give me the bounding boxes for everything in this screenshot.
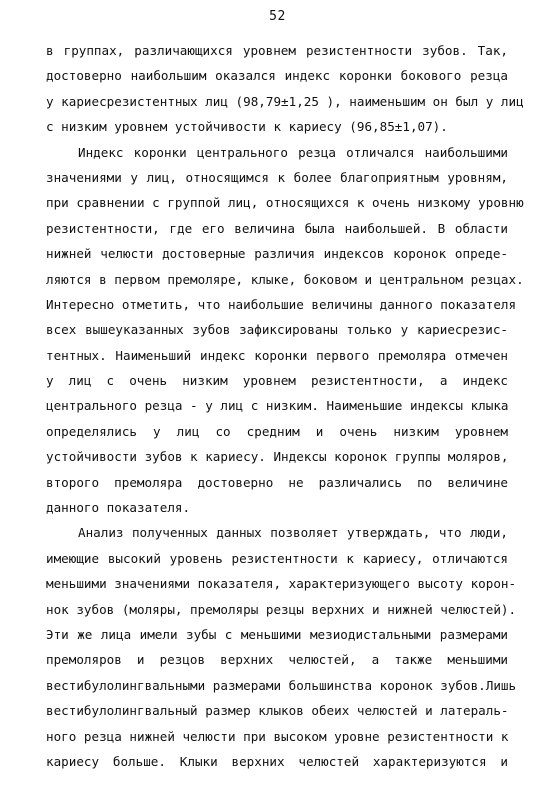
text-line: резистентности, где его величина была наибольшей. В области xyxy=(46,220,508,236)
text-line: у лиц с очень низким уровнем резистентности, а индекс xyxy=(46,373,508,389)
text-line: Эти же лица имели зубы с меньшими мезиодистальными размерами xyxy=(46,626,508,642)
text-line: у кариесрезистентных лиц (98,79±1,25 ), наименьшим он был у лиц xyxy=(46,93,524,109)
text-line: нок зубов (моляры, премоляры резцы верхних и нижней челюстей). xyxy=(46,601,517,617)
text-line: устойчивости зубов к кариесу. Индексы коронок группы моляров, xyxy=(46,449,509,465)
text-line: в группах, различающихся уровнем резистентности зубов. Так, xyxy=(46,43,508,58)
text-line: ного резца нижней челюсти при высоком уровне резистентности к xyxy=(46,728,509,744)
text-line: имеющие высокий уровень резистентности к кариесу, отличаются xyxy=(46,550,508,566)
text-line: определялись у лиц со средним и очень низким уровнем xyxy=(46,423,508,439)
text-line: вестибулолингвальный размер клыков обеих челюстей и латераль- xyxy=(46,703,509,719)
text-line: всех вышеуказанных зубов зафиксированы только у кариесрезис- xyxy=(46,322,508,338)
text-line: тентных. Наименьший индекс коронки первого премоляра отмечен xyxy=(46,347,508,363)
text-line: вестибулолингвальными размерами большинства коронок зубов.Лишь xyxy=(46,677,517,693)
text-line: второго премоляра достоверно не различались по величине xyxy=(46,474,508,490)
text-line: данного показателя. xyxy=(46,500,191,516)
text-line: центрального резца - у лиц с низким. Наименьшие индексы клыка xyxy=(46,398,509,414)
text-line: Интересно отметить, что наибольшие величины данного показателя xyxy=(46,296,517,312)
text-line: с низким уровнем устойчивости к кариесу (96,85±1,07). xyxy=(46,119,448,135)
text-line: ляются в первом премоляре, клыке, боковом и центральном резцах. xyxy=(46,271,524,287)
text-line: значениями у лиц, относящимся к более благоприятным уровням, xyxy=(46,169,508,185)
document-body xyxy=(46,38,524,774)
text-line: кариесу больше. Клыки верхних челюстей характеризуются и xyxy=(46,753,508,769)
text-line: Индекс коронки центрального резца отличался наибольшими xyxy=(78,144,508,160)
page-number: 52 xyxy=(269,9,286,24)
text-line: при сравнении с группой лиц, относящихся к очень низкому уровню xyxy=(46,195,524,211)
text-line: достоверно наибольшим оказался индекс коронки бокового резца xyxy=(46,68,508,84)
text-line: Анализ полученных данных позволяет утверждать, что люди, xyxy=(78,525,508,541)
text-line: премоляров и резцов верхних челюстей, а также меньшими xyxy=(46,652,508,668)
text-line: меньшими значениями показателя, характеризующего высоту корон- xyxy=(46,576,517,592)
text-line: нижней челюсти достоверные различия индексов коронок опреде- xyxy=(46,246,508,262)
